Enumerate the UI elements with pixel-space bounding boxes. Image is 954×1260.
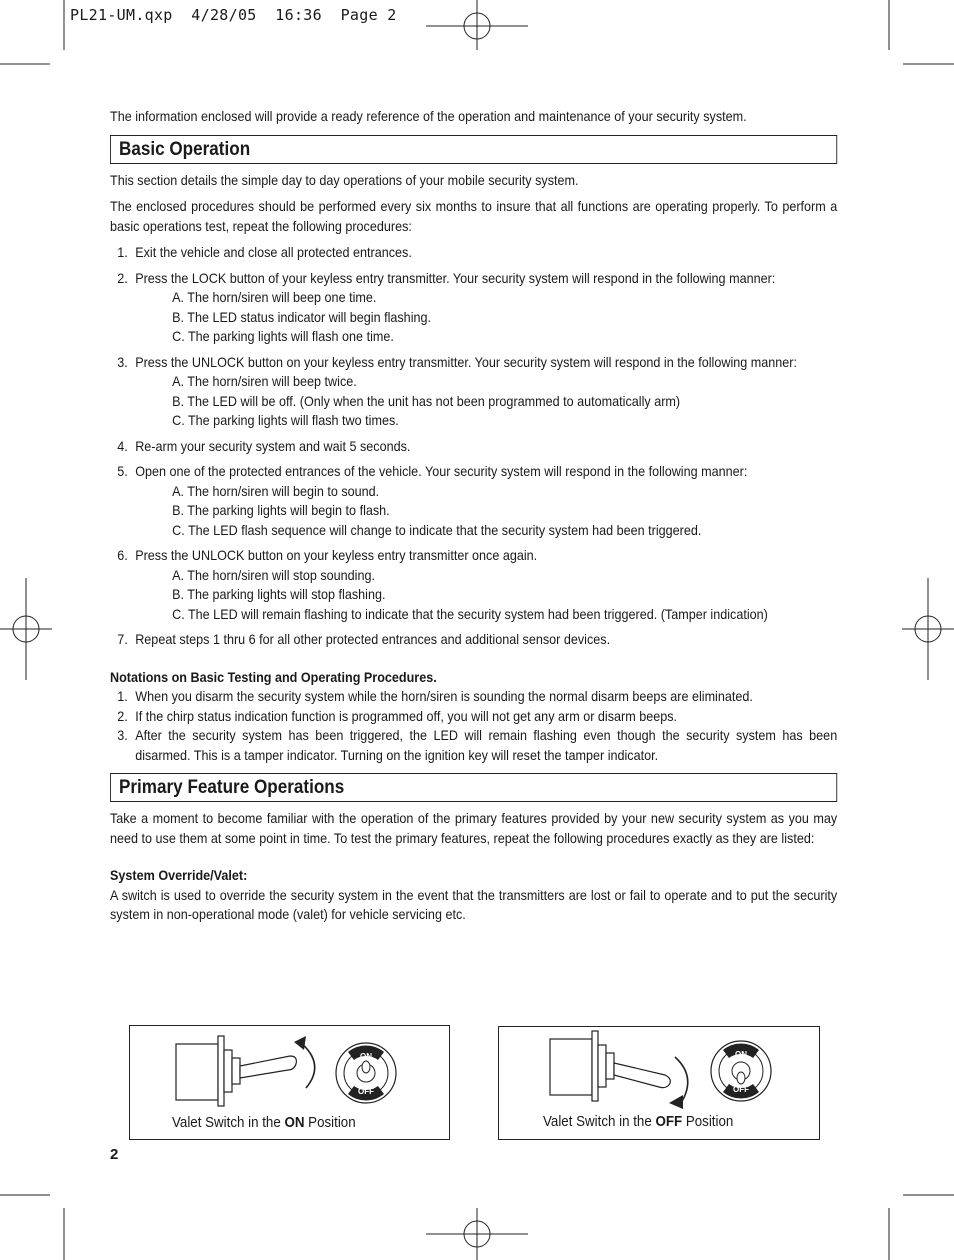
step-sub-list (135, 372, 837, 431)
basic-paragraph-2: The enclosed procedures should be performed every six months to insure that all functions are operating properly. To perform a basic operations test, repeat the following procedures: (110, 198, 838, 234)
step-sub-item: A. The horn/siren will stop sounding. (172, 566, 375, 583)
notation-item (110, 687, 837, 707)
svg-text:ON: ON (735, 1050, 747, 1059)
step-number: 5. (117, 463, 128, 479)
step-item (110, 437, 837, 457)
override-text: A switch is used to override the security system in the event that the transmitters are lost or fail to operate and to put the security system in non-operational mode (valet) for vehicle servicing etc. (110, 886, 838, 922)
registration-mark-left (0, 578, 52, 680)
svg-text:OFF: OFF (358, 1087, 374, 1096)
step-sub-item: B. The LED status indicator will begin flashing. (172, 308, 432, 325)
arrow-up-icon (294, 1036, 306, 1050)
caption-valet-on: Valet Switch in the ON Position (172, 1115, 356, 1131)
step-number: 4. (117, 437, 128, 454)
step-text: Re-arm your security system and wait 5 seconds. (135, 437, 411, 454)
registration-mark-right (902, 578, 954, 680)
notation-number: 2. (117, 707, 128, 724)
step-item (110, 243, 837, 263)
step-sub-item: C. The LED will remain flashing to indicate that the security system had been triggered. (Tamper indication) (172, 605, 768, 622)
step-text: Press the UNLOCK button on your keyless entry transmitter. Your security system will respond in the following manner: (135, 353, 797, 370)
notations-list (110, 687, 837, 765)
step-number: 3. (117, 353, 128, 370)
step-sub-item: A. The horn/siren will beep one time. (172, 289, 377, 305)
arrow-down-icon (669, 1095, 683, 1109)
step-item (110, 630, 837, 650)
step-number: 7. (117, 631, 128, 647)
toggle-lever-up (240, 1056, 296, 1078)
step-item (110, 462, 837, 540)
registration-mark-top (426, 0, 528, 50)
section-heading-primary-features: Primary Feature Operations (110, 773, 837, 802)
notation-item (110, 707, 837, 727)
on-off-plate-icon (336, 1043, 396, 1103)
step-sub-item: B. The parking lights will stop flashing. (172, 586, 386, 602)
basic-steps-list (110, 243, 837, 650)
lever-tip-up (362, 1061, 370, 1073)
step-sub-item: C. The parking lights will flash one time. (172, 328, 394, 344)
caption-valet-off: Valet Switch in the OFF Position (543, 1114, 734, 1130)
notation-text: If the chirp status indication function is programmed off, you will not get any arm or disarm beeps. (135, 707, 678, 724)
step-number: 1. (117, 244, 128, 260)
on-off-plate-icon (711, 1041, 771, 1101)
step-text: Open one of the protected entrances of the vehicle. Your security system will respond in the following manner: (135, 463, 748, 479)
step-sub-list (135, 566, 837, 625)
lever-tip-down (737, 1072, 745, 1084)
step-number: 2. (117, 269, 128, 286)
override-title: System Override/Valet: (110, 867, 248, 883)
step-item (110, 353, 837, 431)
page-content (110, 107, 837, 932)
step-number: 6. (117, 547, 128, 563)
step-sub-item: A. The horn/siren will begin to sound. (172, 482, 380, 499)
step-sub-item: C. The LED flash sequence will change to indicate that the security system had been triggered. (172, 521, 702, 538)
printer-slug: PL21-UM.qxp 4/28/05 16:36 Page 2 (70, 6, 397, 24)
step-text: Press the LOCK button of your keyless entry transmitter. Your security system will respond in the following manner: (135, 269, 776, 286)
svg-text:ON: ON (360, 1052, 372, 1061)
figure-valet-off (498, 1026, 820, 1140)
notation-text: After the security system has been triggered, the LED will remain flashing even though the security system has been disarmed. This is a tamper indicator. Turning on the ignition key will reset the tamper indicator. (135, 727, 838, 763)
intro-text: The information enclosed will provide a ready reference of the operation and maintenance of your security system. (110, 108, 747, 124)
step-item (110, 269, 837, 347)
figure-valet-on (129, 1025, 450, 1140)
step-text: Exit the vehicle and close all protected entrances. (135, 244, 412, 260)
step-sub-item: C. The parking lights will flash two times. (172, 412, 399, 428)
step-text: Repeat steps 1 thru 6 for all other protected entrances and additional sensor devices. (135, 631, 611, 647)
section-heading-basic-operation: Basic Operation (110, 135, 837, 164)
toggle-lever-down (614, 1063, 670, 1088)
notation-item (110, 726, 837, 765)
notation-number: 3. (117, 727, 128, 743)
primary-paragraph: Take a moment to become familiar with the operation of the primary features provided by your new security system as you may need to use them at some point in time. To test the primary features, repeat the following procedures exactly as they are listed: (110, 810, 838, 846)
switch-body (176, 1044, 218, 1100)
svg-text:OFF: OFF (733, 1085, 749, 1094)
notation-number: 1. (117, 688, 128, 704)
step-item (110, 546, 837, 624)
step-text: Press the UNLOCK button on your keyless entry transmitter once again. (135, 547, 538, 563)
notation-text: When you disarm the security system while the horn/siren is sounding the normal disarm beeps are eliminated. (135, 688, 753, 704)
step-sub-list (135, 482, 837, 541)
basic-paragraph-1: This section details the simple day to day operations of your mobile security system. (110, 171, 579, 188)
page-number: 2 (110, 1146, 119, 1163)
notations-title: Notations on Basic Testing and Operating Procedures. (110, 668, 437, 685)
registration-mark-bottom (426, 1208, 528, 1260)
switch-body (550, 1039, 592, 1095)
step-sub-list (135, 288, 837, 347)
step-sub-item: B. The parking lights will begin to flash. (172, 502, 390, 518)
step-sub-item: B. The LED will be off. (Only when the unit has not been programmed to automatically arm) (172, 392, 681, 409)
step-sub-item: A. The horn/siren will beep twice. (172, 373, 357, 389)
